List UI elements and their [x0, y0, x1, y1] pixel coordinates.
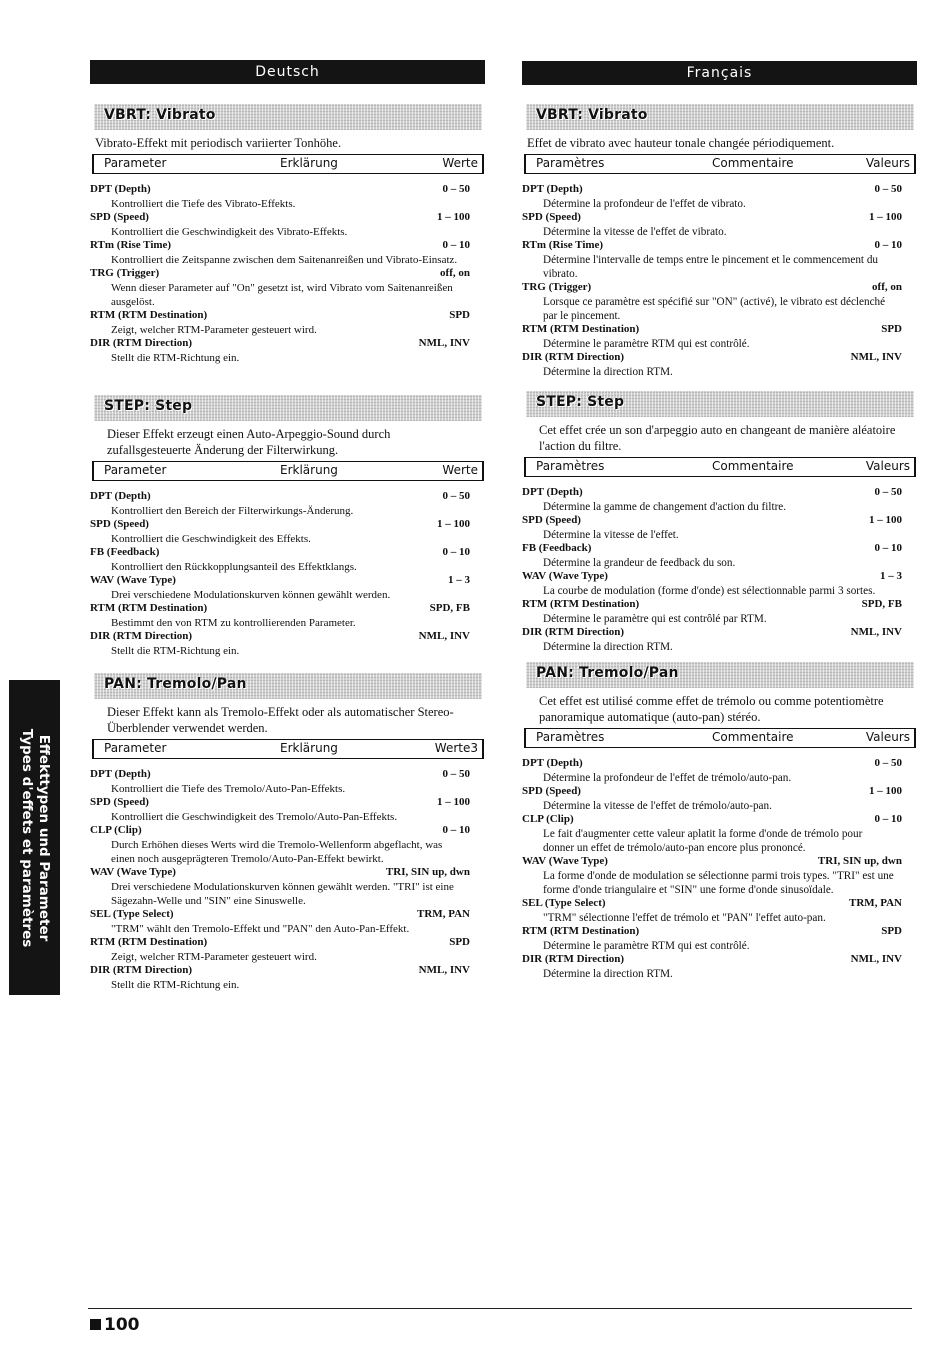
param-desc: Détermine le paramètre RTM qui est contrôlé. — [543, 338, 750, 350]
param-item — [522, 183, 902, 211]
param-name: SEL (Type Select) — [90, 908, 174, 920]
param-name: DPT (Depth) — [90, 183, 151, 195]
section-title-bar — [526, 104, 914, 130]
param-name: WAV (Wave Type) — [522, 570, 608, 582]
param-range: TRM, PAN — [417, 908, 470, 920]
param-desc: Kontrolliert die Geschwindigkeit des Effekts. — [111, 533, 311, 545]
param-name: DPT (Depth) — [90, 490, 151, 502]
section-title: VBRT: Vibrato — [536, 107, 648, 123]
param-desc: Kontrolliert die Geschwindigkeit des Vibrato-Effekts. — [111, 226, 348, 238]
param-range: 0 – 50 — [874, 183, 902, 195]
param-name: RTM (RTM Destination) — [90, 602, 208, 614]
section-description: Cet effet est utilisé comme effet de trémolo ou comme potentiomètre panoramique automatique (auto-pan) stéréo. — [539, 694, 884, 724]
param-item — [522, 514, 902, 542]
param-name: DIR (RTM Direction) — [90, 630, 193, 642]
param-desc: La courbe de modulation (forme d'onde) est sélectionnable parmi 3 sortes. — [543, 585, 876, 597]
param-item — [522, 953, 902, 981]
param-name: CLP (Clip) — [90, 824, 142, 836]
section-title-bar — [94, 395, 482, 421]
param-item — [90, 183, 470, 211]
side-tab — [9, 680, 60, 995]
header-explanation: Erklärung — [280, 741, 338, 755]
param-desc: Wenn dieser Parameter auf "On" gesetzt ist, wird Vibrato vom Saitenanreißen ausgelöst. — [111, 282, 453, 308]
param-item — [522, 351, 902, 379]
param-range: NML, INV — [418, 630, 470, 642]
param-desc: Détermine la vitesse de l'effet. — [543, 529, 679, 541]
param-name: RTM (RTM Destination) — [522, 598, 640, 610]
section-title: PAN: Tremolo/Pan — [536, 665, 679, 681]
param-desc: Lorsque ce paramètre est spécifié sur "ON" (activé), le vibrato est déclenché par le pincement. — [543, 296, 886, 322]
param-name: RTm (Rise Time) — [522, 239, 604, 251]
param-desc: Durch Erhöhen dieses Werts wird die Tremolo-Wellenform abgeflacht, was einen noch ausgeprägteren Tremolo/Auto-Pan-Effekt bewirkt. — [111, 839, 443, 865]
param-item — [522, 323, 902, 351]
param-name: TRG (Trigger) — [522, 281, 592, 293]
param-range: 1 – 100 — [437, 796, 470, 808]
param-item — [90, 908, 470, 936]
param-range: SPD — [881, 323, 902, 335]
param-range: TRM, PAN — [849, 897, 902, 909]
param-desc: Kontrolliert den Rückkopplungsanteil des Effektklangs. — [111, 561, 357, 573]
param-desc: Le fait d'augmenter cette valeur aplatit la forme d'onde de trémolo pour donner un effet de trémolo/auto-pan encore plus prononcé. — [543, 828, 863, 854]
section-step — [90, 395, 485, 658]
param-item — [522, 813, 902, 855]
param-range: 0 – 10 — [874, 239, 902, 251]
header-values: Werte3 — [434, 741, 478, 755]
side-tab-text — [18, 688, 52, 988]
param-range: NML, INV — [850, 351, 902, 363]
param-list — [90, 183, 485, 365]
param-desc: Zeigt, welcher RTM-Parameter gesteuert wird. — [111, 951, 317, 963]
param-range: 1 – 100 — [437, 211, 470, 223]
param-item — [522, 542, 902, 570]
param-name: SPD (Speed) — [522, 785, 581, 797]
param-range: off, on — [440, 267, 470, 279]
param-desc: Kontrolliert die Tiefe des Vibrato-Effekts. — [111, 198, 296, 210]
section-title: STEP: Step — [536, 394, 625, 410]
side-tab-line-de: Effekttypen und Parameter — [35, 734, 52, 941]
param-name: CLP (Clip) — [522, 813, 574, 825]
param-item — [90, 546, 470, 574]
param-item — [90, 267, 470, 309]
param-range: SPD, FB — [861, 598, 902, 610]
param-desc: Kontrolliert die Zeitspanne zwischen dem Saitenanreißen und Vibrato-Einsatz. — [111, 254, 458, 266]
param-item — [522, 897, 902, 925]
param-item — [522, 925, 902, 953]
param-desc: Détermine la gamme de changement d'action du filtre. — [543, 501, 787, 513]
param-name: SPD (Speed) — [90, 211, 149, 223]
param-desc: Détermine la direction RTM. — [543, 641, 673, 653]
param-name: SPD (Speed) — [90, 796, 149, 808]
param-desc: Drei verschiedene Modulationskurven können gewählt werden. — [111, 589, 391, 601]
param-item — [90, 768, 470, 796]
param-item — [522, 570, 902, 598]
param-name: RTM (RTM Destination) — [522, 323, 640, 335]
param-name: RTM (RTM Destination) — [522, 925, 640, 937]
param-desc: Zeigt, welcher RTM-Parameter gesteuert wird. — [111, 324, 317, 336]
param-range: 0 – 50 — [442, 183, 470, 195]
param-item — [90, 824, 470, 866]
param-range: 1 – 3 — [880, 570, 902, 582]
section-title: VBRT: Vibrato — [104, 107, 216, 123]
header-parameter: Paramètres — [536, 459, 605, 473]
section-title: PAN: Tremolo/Pan — [104, 676, 247, 692]
header-parameter: Parameter — [104, 156, 167, 170]
param-item — [90, 936, 470, 964]
param-range: off, on — [872, 281, 902, 293]
param-name: SPD (Speed) — [522, 514, 581, 526]
param-name: DIR (RTM Direction) — [522, 351, 625, 363]
param-item — [90, 796, 470, 824]
param-item — [90, 490, 470, 518]
param-list — [522, 486, 917, 654]
param-name: DPT (Depth) — [90, 768, 151, 780]
page-number-text: 100 — [104, 1315, 140, 1335]
param-desc: Détermine la direction RTM. — [543, 968, 673, 980]
section-title-bar — [526, 662, 914, 688]
param-range: 0 – 10 — [874, 813, 902, 825]
param-name: RTM (RTM Destination) — [90, 936, 208, 948]
param-name: DIR (RTM Direction) — [522, 953, 625, 965]
param-name: RTM (RTM Destination) — [90, 309, 208, 321]
param-range: 0 – 10 — [442, 546, 470, 558]
param-desc: Détermine le paramètre qui est contrôlé par RTM. — [543, 613, 767, 625]
param-desc: "TRM" wählt den Tremolo-Effekt und "PAN" den Auto-Pan-Effekt. — [111, 923, 410, 935]
param-range: 1 – 100 — [869, 211, 902, 223]
param-desc: Détermine le paramètre RTM qui est contrôlé. — [543, 940, 750, 952]
table-header — [92, 154, 484, 174]
param-name: FB (Feedback) — [90, 546, 160, 558]
param-item — [522, 598, 902, 626]
column-francais — [522, 60, 917, 980]
language-header: Deutsch — [90, 60, 485, 84]
param-name: SPD (Speed) — [522, 211, 581, 223]
header-explanation: Erklärung — [280, 463, 338, 477]
param-range: 1 – 100 — [869, 514, 902, 526]
param-range: 0 – 10 — [442, 239, 470, 251]
param-desc: Détermine l'intervalle de temps entre le pincement et le commencement du vibrato. — [543, 254, 879, 280]
param-item — [522, 626, 902, 654]
param-range: SPD, FB — [429, 602, 470, 614]
section-tremolo-pan — [90, 673, 485, 992]
param-item — [90, 518, 470, 546]
param-desc: Détermine la profondeur de l'effet de trémolo/auto-pan. — [543, 772, 792, 784]
section-title-bar — [94, 104, 482, 130]
footer-rule — [88, 1308, 912, 1309]
header-parameter: Paramètres — [536, 156, 605, 170]
square-bullet-icon — [90, 1319, 101, 1330]
param-desc: Détermine la vitesse de l'effet de vibrato. — [543, 226, 727, 238]
header-comment: Commentaire — [712, 156, 794, 170]
param-item — [522, 855, 902, 897]
param-desc: Détermine la vitesse de l'effet de trémolo/auto-pan. — [543, 800, 772, 812]
section-vibrato — [522, 104, 917, 379]
param-item — [90, 574, 470, 602]
side-tab-line-fr: Types d'effets et paramètres — [18, 728, 35, 947]
param-name: WAV (Wave Type) — [90, 866, 176, 878]
language-header: Français — [522, 61, 917, 85]
section-vibrato — [90, 104, 485, 365]
param-item — [90, 239, 470, 267]
param-item — [522, 486, 902, 514]
section-description: Dieser Effekt kann als Tremolo-Effekt oder als automatischer Stereo-Überblender verwendet werden. — [107, 705, 454, 735]
param-desc: Détermine la grandeur de feedback du son. — [543, 557, 736, 569]
param-desc: Bestimmt den von RTM zu kontrollierenden Parameter. — [111, 617, 356, 629]
param-range: 1 – 100 — [437, 518, 470, 530]
param-item — [522, 785, 902, 813]
param-range: NML, INV — [850, 953, 902, 965]
header-parameter: Paramètres — [536, 730, 605, 744]
param-name: DPT (Depth) — [522, 183, 583, 195]
param-range: 0 – 10 — [442, 824, 470, 836]
param-desc: Drei verschiedene Modulationskurven können gewählt werden. "TRI" ist eine Sägezahn-Welle und "SIN" eine Sinuswelle. — [111, 881, 454, 907]
param-name: SPD (Speed) — [90, 518, 149, 530]
param-range: 0 – 50 — [874, 486, 902, 498]
param-item — [522, 757, 902, 785]
param-desc: Détermine la profondeur de l'effet de vibrato. — [543, 198, 746, 210]
section-title-bar — [94, 673, 482, 699]
param-name: FB (Feedback) — [522, 542, 592, 554]
section-tremolo-pan — [522, 662, 917, 981]
param-desc: Stellt die RTM-Richtung ein. — [111, 352, 240, 364]
param-list — [90, 490, 485, 658]
header-explanation: Erklärung — [280, 156, 338, 170]
header-values: Valeurs — [865, 730, 910, 744]
header-comment: Commentaire — [712, 730, 794, 744]
header-values: Werte — [442, 463, 478, 477]
param-name: TRG (Trigger) — [90, 267, 160, 279]
param-item — [90, 964, 470, 992]
section-title-bar — [526, 391, 914, 417]
param-name: DIR (RTM Direction) — [90, 964, 193, 976]
param-range: SPD — [881, 925, 902, 937]
param-item — [90, 337, 470, 365]
param-desc: Kontrolliert die Geschwindigkeit des Tremolo/Auto-Pan-Effekts. — [111, 811, 398, 823]
param-name: WAV (Wave Type) — [90, 574, 176, 586]
header-values: Valeurs — [865, 156, 910, 170]
param-item — [522, 211, 902, 239]
param-desc: Stellt die RTM-Richtung ein. — [111, 645, 240, 657]
param-desc: La forme d'onde de modulation se sélectionne parmi trois types. "TRI" est une forme d'onde triangulaire et "SIN" une forme d'onde sinusoïdale. — [543, 870, 894, 896]
header-parameter: Parameter — [104, 463, 167, 477]
param-name: DPT (Depth) — [522, 757, 583, 769]
param-range: TRI, SIN up, dwn — [817, 855, 902, 867]
table-header — [92, 739, 484, 759]
param-item — [90, 866, 470, 908]
param-name: WAV (Wave Type) — [522, 855, 608, 867]
param-list — [90, 768, 485, 992]
param-desc: Détermine la direction RTM. — [543, 366, 673, 378]
table-header — [524, 154, 916, 174]
param-range: TRI, SIN up, dwn — [385, 866, 470, 878]
param-name: DIR (RTM Direction) — [522, 626, 625, 638]
page-number — [90, 1315, 140, 1335]
header-parameter: Parameter — [104, 741, 167, 755]
param-desc: "TRM" sélectionne l'effet de trémolo et "PAN" l'effet auto-pan. — [543, 912, 826, 924]
param-range: 0 – 50 — [874, 757, 902, 769]
table-header — [524, 728, 916, 748]
param-item — [522, 239, 902, 281]
param-name: RTm (Rise Time) — [90, 239, 172, 251]
param-range: 0 – 50 — [442, 490, 470, 502]
param-name: DIR (RTM Direction) — [90, 337, 193, 349]
section-description: Cet effet crée un son d'arpeggio auto en changeant de manière aléatoire l'action du filtre. — [539, 423, 896, 453]
param-desc: Stellt die RTM-Richtung ein. — [111, 979, 240, 991]
param-desc: Kontrolliert die Tiefe des Tremolo/Auto-Pan-Effekts. — [111, 783, 346, 795]
param-range: 1 – 3 — [448, 574, 470, 586]
param-range: 0 – 50 — [442, 768, 470, 780]
param-list — [522, 183, 917, 379]
section-description: Effet de vibrato avec hauteur tonale changée périodiquement. — [527, 136, 835, 150]
table-header — [92, 461, 484, 481]
header-values: Werte — [442, 156, 478, 170]
param-range: NML, INV — [418, 337, 470, 349]
param-range: SPD — [449, 309, 470, 321]
param-item — [90, 602, 470, 630]
param-item — [90, 309, 470, 337]
section-title: STEP: Step — [104, 398, 193, 414]
param-range: SPD — [449, 936, 470, 948]
param-desc: Kontrolliert den Bereich der Filterwirkungs-Änderung. — [111, 505, 354, 517]
param-name: DPT (Depth) — [522, 486, 583, 498]
table-header — [524, 457, 916, 477]
header-values: Valeurs — [865, 459, 910, 473]
param-item — [90, 211, 470, 239]
section-description: Vibrato-Effekt mit periodisch variierter Tonhöhe. — [95, 136, 342, 150]
header-comment: Commentaire — [712, 459, 794, 473]
param-item — [90, 630, 470, 658]
param-range: 0 – 10 — [874, 542, 902, 554]
section-description: Dieser Effekt erzeugt einen Auto-Arpeggio-Sound durch zufallsgesteuerte Änderung der Filterwirkung. — [107, 427, 391, 457]
param-range: NML, INV — [418, 964, 470, 976]
section-step — [522, 391, 917, 654]
param-name: SEL (Type Select) — [522, 897, 606, 909]
column-deutsch — [90, 60, 485, 991]
param-range: NML, INV — [850, 626, 902, 638]
param-item — [522, 281, 902, 323]
param-list — [522, 757, 917, 981]
param-range: 1 – 100 — [869, 785, 902, 797]
